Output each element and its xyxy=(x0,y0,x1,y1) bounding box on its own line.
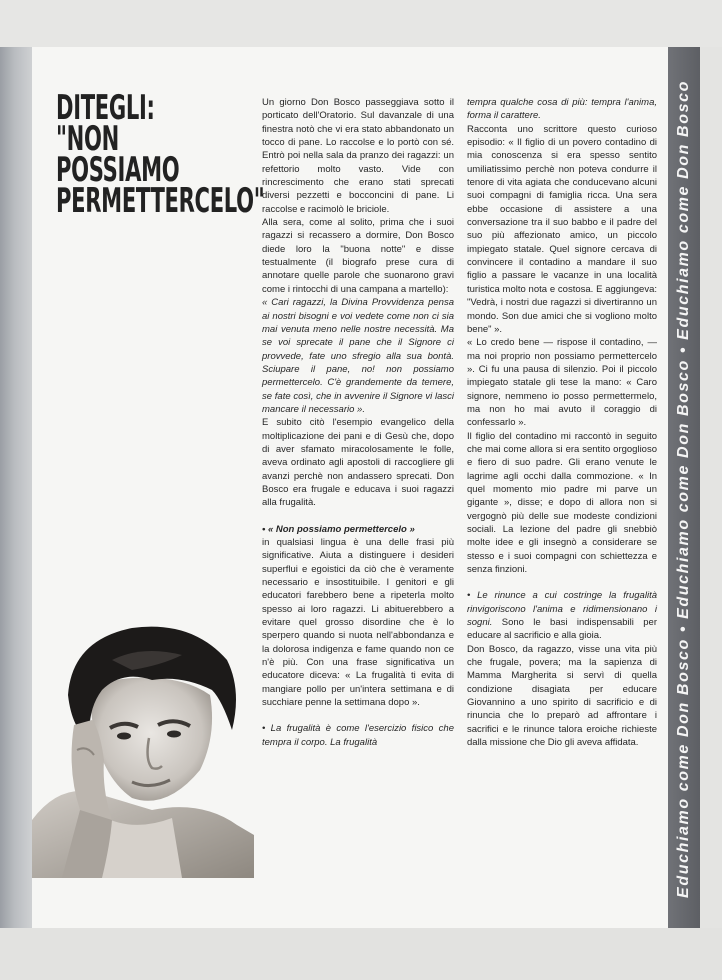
headline-line-2: "NON xyxy=(56,119,119,159)
boy-photo xyxy=(32,620,254,878)
scan-top-margin xyxy=(0,0,722,47)
don-bosco-quote: « Cari ragazzi, la Divina Provvidenza pensa ai nostri bisogni e voi vedete come non ci sia mai venuta meno nelle nostre necessità. Ma se voi sprecate il pane che il Signore ci provvede, fate uno sfregio alla sua bontà. Sciupare il pane, no! non possiamo permettercelo. C'è grandemente da temere, se fate così, che in avvenire il Signore vi lasci mancare il necessario ». xyxy=(262,297,454,415)
article-column-right xyxy=(467,96,657,750)
paragraph: Un giorno Don Bosco passeggiava sotto il porticato dell'Oratorio. Sul davanzale di una finestra notò che vi era stato abbandonato un tocco di pane. Lo raccolse e lo portò con sé. Entrò poi nella sala da pranzo dei ragazzi: un refettorio molto vasto. Vide con rincrescimento che erano stati sprecati diversi pezzetti e bocconcini di pane. Li raccolse e racimolò le briciole. xyxy=(262,97,454,215)
series-side-banner xyxy=(668,47,700,930)
headline-line-4: PERMETTERCELO" xyxy=(56,181,265,221)
paragraph: Alla sera, come al solito, prima che i suoi ragazzi si recassero a dormire, Don Bosco diede loro la "buona notte" e disse testualmente (il biografo prese cura di annotare quelle parole che suonarono gravi come i rintocchi di una campana a martello): xyxy=(262,217,454,295)
headline-line-3: POSSIAMO xyxy=(56,150,180,190)
spacer xyxy=(262,510,454,523)
paragraph: Racconta uno scrittore questo curioso episodio: « Il figlio di un povero contadino di mia conoscenza si era spesso sentito umiliatissimo perchè non poteva condurre il tenore di vita agiata che conducevano alcuni suoi compagni di famiglia ricca. Una sera ebbe occasione di assistere a una conversazione tra il suo babbo e il padre del suo più affezionato amico, un piccolo impiegato statale. Quel signore cercava di convincere il contadino a mandare il suo figlio a passare le vacanze in una località turistica molto nota e costosa. E aggiungeva: "Vedrà, i nostri due ragazzi si divertiranno un mondo. Son due amici che si vogliono molto bene" ». xyxy=(467,123,657,335)
paragraph: Il figlio del contadino mi raccontò in seguito che mai come allora si era sentito orgoglioso e fiero di suo padre. Gli erano venute le lagrime agli occhi dalla commozione. « In quel momento mio padre mi parve un gigante », disse; e dopo di allora non si vergognò più delle sue modeste condizioni sociali. La lezione del padre gli snebbiò molte idee e gli insegnò a considerare se stesso e i suoi compagni con schiettezza e senza finzioni. xyxy=(467,430,657,576)
paragraph: Don Bosco, da ragazzo, visse una vita più che frugale, povera; ma la sapienza di Mamma Margherita si servì di quella condizione disagiata per educare Giovannino a uno spirito di sacrificio e di rinuncia che lo preparò ad affrontare i sacrifici e le rinunce talora eroiche richieste dalla missione che Dio gli aveva affidata. xyxy=(467,643,657,749)
series-title-vertical: Educhiamo come Don Bosco • Educhiamo come Don Bosco • Educhiamo come Don Bosco xyxy=(675,79,692,898)
section-lead xyxy=(467,589,657,642)
scan-bottom-margin xyxy=(0,928,722,980)
page-spine-shadow xyxy=(0,47,32,930)
section-lead-title: • « Non possiamo permettercelo » xyxy=(262,523,415,535)
article-headline xyxy=(56,88,265,221)
paragraph: E subito citò l'esempio evangelico della moltiplicazione dei pani e di Gesù che, dopo di aver sfamato miracolosamente le folle, aveva ordinato agli apostoli di raccogliere gli avanzi perchè non andassero sprecati. Don Bosco era frugale e educava i suoi ragazzi alla frugalità. xyxy=(262,417,454,509)
continuation-text: tempra qualche cosa di più: tempra l'anima, forma il carattere. xyxy=(467,97,657,122)
section-lead-text: • Le rinunce a cui costringe la frugalità rinvigoriscono l'anima e ridimensionano i sogni. xyxy=(467,590,657,629)
article-column-middle xyxy=(262,96,454,749)
quote-paragraph xyxy=(262,296,454,416)
paragraph: in qualsiasi lingua è una delle frasi più significative. Aiuta a distinguere i desideri superflui e egoistici da ciò che è veramente necessario e insostituibile. I genitori e gli educatori farebbero bene a ripeterla molto spesso ai loro ragazzi. Li abituerebbero a evitare quel grosso disordine che è lo sperpero quando si nuota nell'abbondanza e la dolorosa indigenza e fame quando non ce n'è più. Con una frase significativa un educatore diceva: « La frugalità ti evita di mangiare pollo per un'intera settimana e di succhiare penne la settimana dopo ». xyxy=(262,537,454,709)
section-lead xyxy=(262,722,454,749)
section-lead-text: • La frugalità è come l'esercizio fisico che tempra il corpo. La frugalità xyxy=(262,723,454,748)
scan-right-margin xyxy=(700,47,722,930)
section-lead xyxy=(262,523,454,536)
paragraph-text: Sono le basi indispensabili per educare al sacrificio e alla gioia. xyxy=(467,617,657,642)
paragraph xyxy=(467,96,657,123)
spacer xyxy=(467,576,657,589)
headline-line-1: DITEGLI: xyxy=(56,88,155,128)
boy-thinking-illustration xyxy=(32,620,254,878)
spacer xyxy=(262,709,454,722)
paragraph: « Lo credo bene — rispose il contadino, — ma noi proprio non possiamo permettercelo ». Ci fu una pausa di silenzio. Poi il piccolo impiegato statale gli tese la mano: « Caro signore, nemmeno io posso permettermelo, ma non ho mai avuto il coraggio di confessarlo ». xyxy=(467,337,657,429)
